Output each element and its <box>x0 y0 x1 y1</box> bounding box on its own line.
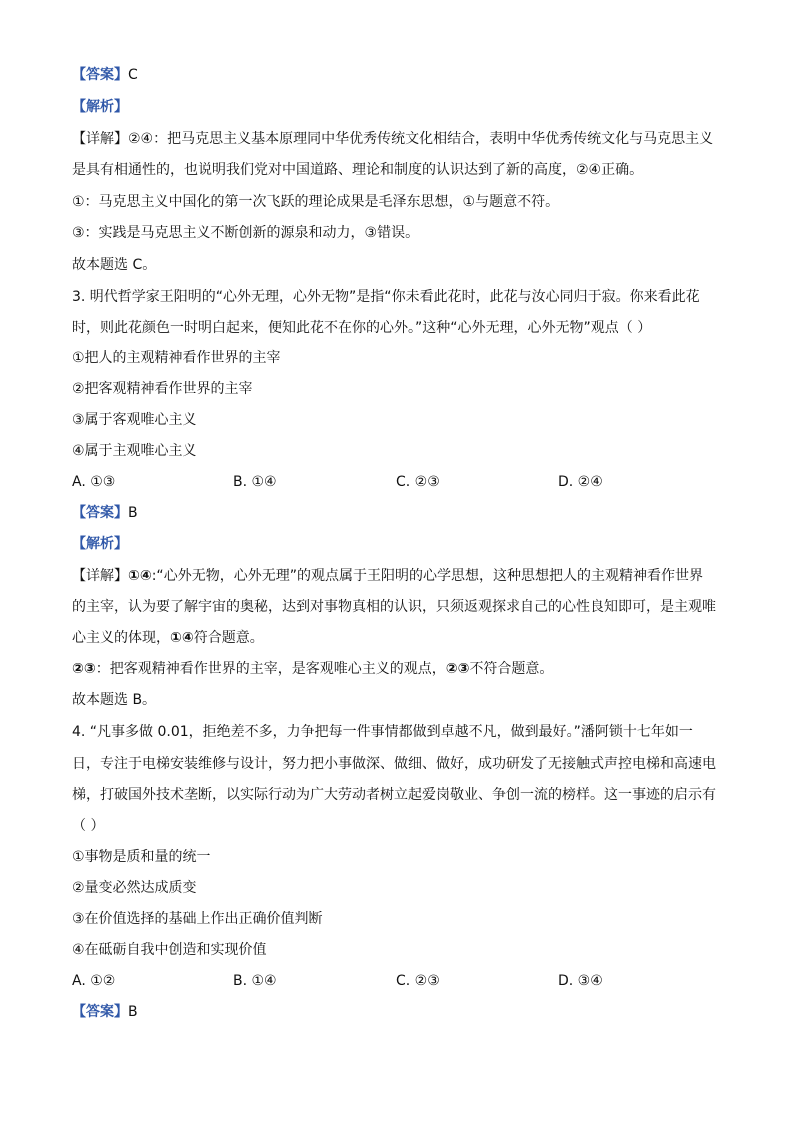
q3-option-a: A. ①③ <box>72 474 116 490</box>
answer-value: B <box>128 1004 138 1020</box>
detail-mark: ①④ <box>128 568 152 584</box>
q3-detail-line-2: 的主宰，认为要了解宇宙的奥秘，达到对事物真相的认识，只须返观探求自己的心性良知即可，是主观唯 <box>72 599 716 615</box>
q4-stem-line-2: 日，专注于电梯安装维修与设计，努力把小事做深、做细、做好，成功研发了无接触式声控电梯和高速电 <box>72 756 716 772</box>
q3-item-3: ③属于客观唯心主义 <box>72 412 197 428</box>
detail-mark: ①④ <box>170 630 194 646</box>
q3-stem-line-2: 时，则此花颜色一时明白起来，便知此花不在你的心外。”这种“心外无理，心外无物”观点（ ） <box>72 320 652 336</box>
detail-mark: ②③ <box>72 661 96 677</box>
analysis-tag: 【解析】 <box>72 536 128 552</box>
q3-stem-line-1: 3. 明代哲学家王阳明的“心外无理，心外无物”是指“你未看此花时，此花与汝心同归于寂。你来看此花 <box>72 289 700 305</box>
q3-analysis-line <box>72 534 128 554</box>
answer-tag: 【答案】 <box>72 1004 128 1020</box>
q4-stem-line-4: （ ） <box>72 818 105 834</box>
detail-text: ②④：把马克思主义基本原理同中华优秀传统文化相结合，表明中华优秀传统文化与马克思主义 <box>128 131 714 147</box>
q4-item-2: ②量变必然达成质变 <box>72 880 197 896</box>
q4-answer-line <box>72 1002 138 1022</box>
q3-option-b: B. ①④ <box>233 474 277 490</box>
detail-text: ：把客观精神看作世界的主宰，是客观唯心主义的观点， <box>95 661 446 677</box>
detail-text: 不符合题意。 <box>469 661 554 677</box>
detail-text: :“心外无物，心外无理”的观点属于王阳明的心学思想，这种思想把人的主观精神看作世界 <box>151 568 703 584</box>
q4-item-4: ④在砥砺自我中创造和实现价值 <box>72 942 267 958</box>
q3-item-4: ④属于主观唯心主义 <box>72 443 197 459</box>
q4-option-a: A. ①② <box>72 973 116 989</box>
q4-option-d: D. ③④ <box>558 973 603 989</box>
q3-option-c: C. ②③ <box>396 474 440 490</box>
detail-tag: 【详解】 <box>72 568 128 584</box>
q4-stem-line-3: 梯，打破国外技术垄断，以实际行动为广大劳动者树立起爱岗敬业、争创一流的榜样。这一事迹的启示有 <box>72 787 716 803</box>
q4-option-c: C. ②③ <box>396 973 440 989</box>
q3-option-d: D. ②④ <box>558 474 603 490</box>
q3-answer-line <box>72 503 138 523</box>
q2-detail-line-3: ①：马克思主义中国化的第一次飞跃的理论成果是毛泽东思想，①与题意不符。 <box>72 194 560 210</box>
q3-detail-line-3 <box>72 628 264 648</box>
q3-detail-line-4 <box>72 659 553 679</box>
q4-stem-line-1: 4. “凡事多做 0.01，拒绝差不多，力争把每一件事情都做到卓越不凡，做到最好。”潘阿锁十七年如一 <box>72 724 693 740</box>
detail-tag: 【详解】 <box>72 131 128 147</box>
q4-item-1: ①事物是质和量的统一 <box>72 849 211 865</box>
detail-mark: ②③ <box>445 661 470 677</box>
detail-text: 心主义的体现， <box>72 630 170 646</box>
answer-value: B <box>128 505 138 521</box>
detail-text: 符合题意。 <box>193 630 264 646</box>
q4-item-3: ③在价值选择的基础上作出正确价值判断 <box>72 911 323 927</box>
q2-conclusion: 故本题选 C。 <box>72 257 157 273</box>
q3-conclusion: 故本题选 B。 <box>72 692 157 708</box>
q2-analysis-line <box>72 97 128 117</box>
q2-detail-line-2: 是具有相通性的，也说明我们党对中国道路、理论和制度的认识达到了新的高度，②④正确。 <box>72 162 644 178</box>
answer-tag: 【答案】 <box>72 505 128 521</box>
answer-tag: 【答案】 <box>72 67 128 83</box>
q4-option-b: B. ①④ <box>233 973 277 989</box>
q2-answer-line <box>72 65 138 85</box>
q3-item-2: ②把客观精神看作世界的主宰 <box>72 381 253 397</box>
analysis-tag: 【解析】 <box>72 99 128 115</box>
q3-item-1: ①把人的主观精神看作世界的主宰 <box>72 350 281 366</box>
answer-value: C <box>128 67 138 83</box>
q2-detail-line-4: ③：实践是马克思主义不断创新的源泉和动力，③错误。 <box>72 225 420 241</box>
q2-detail-line-1 <box>72 129 713 149</box>
q3-detail-line-1 <box>72 566 703 586</box>
